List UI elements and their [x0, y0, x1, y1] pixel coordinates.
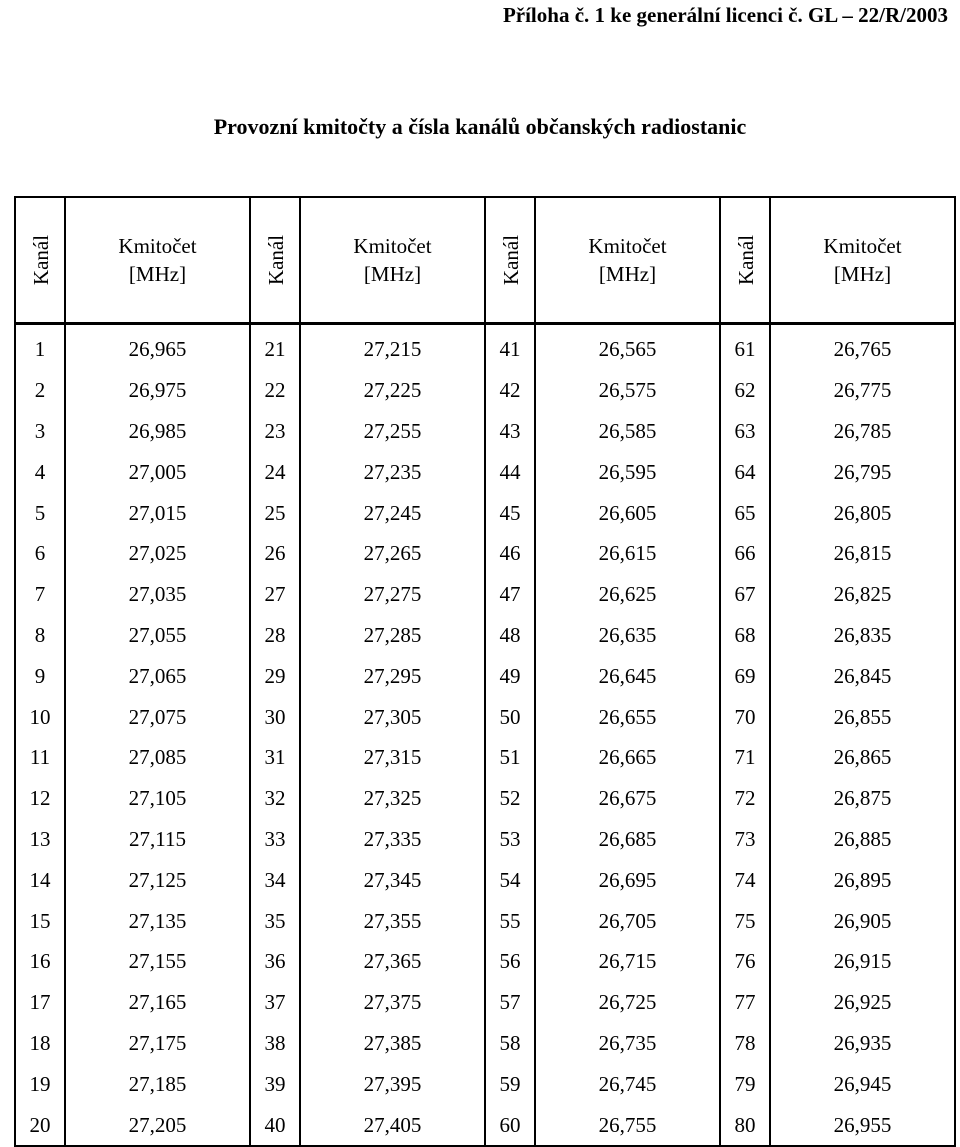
- frequency-column-header: [65, 197, 250, 324]
- frequency-cell: 26,975: [65, 370, 250, 411]
- channel-header-label: Kanál: [499, 234, 524, 286]
- channel-number-cell: 26: [250, 533, 300, 574]
- channel-number-cell: 32: [250, 778, 300, 819]
- channel-number-cell: 33: [250, 819, 300, 860]
- frequency-cell: 26,965: [65, 324, 250, 370]
- channel-number-cell: 18: [15, 1023, 65, 1064]
- frequency-cell: 26,985: [65, 411, 250, 452]
- frequency-cell: 26,625: [535, 574, 720, 615]
- channel-number-cell: 72: [720, 778, 770, 819]
- table-row: [15, 451, 955, 492]
- channel-number-cell: 48: [485, 615, 535, 656]
- frequency-cell: 26,945: [770, 1063, 955, 1104]
- channel-number-cell: 52: [485, 778, 535, 819]
- channel-number-cell: 74: [720, 859, 770, 900]
- frequency-cell: 27,255: [300, 411, 485, 452]
- frequency-header-label: Kmitočet: [823, 234, 902, 258]
- channel-number-cell: 78: [720, 1023, 770, 1064]
- channel-number-cell: 67: [720, 574, 770, 615]
- frequency-column-header: [535, 197, 720, 324]
- channel-number-cell: 43: [485, 411, 535, 452]
- channel-number-cell: 63: [720, 411, 770, 452]
- frequency-header-unit: [MHz]: [128, 262, 187, 286]
- channel-number-cell: 9: [15, 655, 65, 696]
- channel-number-cell: 71: [720, 737, 770, 778]
- frequency-cell: 27,325: [300, 778, 485, 819]
- table-row: [15, 737, 955, 778]
- table-row: [15, 778, 955, 819]
- frequency-cell: 26,785: [770, 411, 955, 452]
- frequency-cell: 27,135: [65, 900, 250, 941]
- frequency-cell: 27,275: [300, 574, 485, 615]
- frequency-cell: 27,165: [65, 982, 250, 1023]
- channel-number-cell: 46: [485, 533, 535, 574]
- frequency-cell: 27,235: [300, 451, 485, 492]
- channel-header-label: Kanál: [29, 234, 54, 286]
- table-row: [15, 574, 955, 615]
- frequency-cell: 26,675: [535, 778, 720, 819]
- channel-number-cell: 5: [15, 492, 65, 533]
- channel-number-cell: 21: [250, 324, 300, 370]
- frequency-cell: 26,635: [535, 615, 720, 656]
- table-row: [15, 655, 955, 696]
- table-body: [15, 324, 955, 1146]
- frequency-cell: 26,685: [535, 819, 720, 860]
- channel-number-cell: 40: [250, 1104, 300, 1146]
- frequency-cell: 26,875: [770, 778, 955, 819]
- frequency-column-header: [300, 197, 485, 324]
- channel-number-cell: 53: [485, 819, 535, 860]
- frequency-cell: 26,955: [770, 1104, 955, 1146]
- frequency-cell: 26,795: [770, 451, 955, 492]
- channel-number-cell: 14: [15, 859, 65, 900]
- frequency-cell: 27,105: [65, 778, 250, 819]
- frequency-cell: 26,895: [770, 859, 955, 900]
- channel-number-cell: 1: [15, 324, 65, 370]
- frequency-cell: 27,245: [300, 492, 485, 533]
- channel-number-cell: 70: [720, 696, 770, 737]
- channel-number-cell: 45: [485, 492, 535, 533]
- channel-number-cell: 61: [720, 324, 770, 370]
- table-header: [15, 197, 955, 324]
- frequency-cell: 26,645: [535, 655, 720, 696]
- channel-number-cell: 42: [485, 370, 535, 411]
- frequency-cell: 26,925: [770, 982, 955, 1023]
- frequency-cell: 26,705: [535, 900, 720, 941]
- frequency-cell: 26,775: [770, 370, 955, 411]
- frequency-cell: 26,845: [770, 655, 955, 696]
- channel-number-cell: 22: [250, 370, 300, 411]
- frequency-cell: 26,725: [535, 982, 720, 1023]
- frequency-cell: 26,905: [770, 900, 955, 941]
- frequency-header-unit: [MHz]: [363, 262, 422, 286]
- frequency-cell: 26,715: [535, 941, 720, 982]
- frequency-cell: 26,695: [535, 859, 720, 900]
- frequency-cell: 26,745: [535, 1063, 720, 1104]
- channel-number-cell: 37: [250, 982, 300, 1023]
- channel-number-cell: 7: [15, 574, 65, 615]
- frequency-cell: 27,365: [300, 941, 485, 982]
- frequency-cell: 27,395: [300, 1063, 485, 1104]
- frequency-cell: 27,175: [65, 1023, 250, 1064]
- channel-number-cell: 64: [720, 451, 770, 492]
- channel-number-cell: 27: [250, 574, 300, 615]
- channel-header-label: Kanál: [264, 234, 289, 286]
- table-row: [15, 941, 955, 982]
- table-row: [15, 533, 955, 574]
- channel-number-cell: 75: [720, 900, 770, 941]
- frequency-header-unit: [MHz]: [833, 262, 892, 286]
- channel-number-cell: 4: [15, 451, 65, 492]
- frequency-column-header: [770, 197, 955, 324]
- frequency-cell: 26,585: [535, 411, 720, 452]
- channel-number-cell: 12: [15, 778, 65, 819]
- frequency-cell: 26,655: [535, 696, 720, 737]
- channel-number-cell: 34: [250, 859, 300, 900]
- frequency-cell: 27,065: [65, 655, 250, 696]
- channel-number-cell: 57: [485, 982, 535, 1023]
- frequency-cell: 26,915: [770, 941, 955, 982]
- annex-label: Příloha č. 1 ke generální licenci č. GL – 22/R/2003: [502, 3, 948, 27]
- frequency-cell: 26,615: [535, 533, 720, 574]
- table-row: [15, 411, 955, 452]
- channel-number-cell: 20: [15, 1104, 65, 1146]
- channel-number-cell: 3: [15, 411, 65, 452]
- frequency-cell: 26,575: [535, 370, 720, 411]
- channel-number-cell: 76: [720, 941, 770, 982]
- table-row: [15, 370, 955, 411]
- frequency-cell: 27,025: [65, 533, 250, 574]
- channel-number-cell: 77: [720, 982, 770, 1023]
- header-row: [15, 197, 955, 324]
- frequency-cell: 27,405: [300, 1104, 485, 1146]
- table-row: [15, 1063, 955, 1104]
- frequency-cell: 27,215: [300, 324, 485, 370]
- frequency-cell: 26,805: [770, 492, 955, 533]
- table-row: [15, 982, 955, 1023]
- channel-number-cell: 35: [250, 900, 300, 941]
- frequency-cell: 26,865: [770, 737, 955, 778]
- frequency-cell: 27,315: [300, 737, 485, 778]
- frequency-cell: 27,225: [300, 370, 485, 411]
- frequency-cell: 26,595: [535, 451, 720, 492]
- frequency-cell: 27,205: [65, 1104, 250, 1146]
- frequency-cell: 27,115: [65, 819, 250, 860]
- frequency-cell: 27,295: [300, 655, 485, 696]
- channel-number-cell: 68: [720, 615, 770, 656]
- channel-number-cell: 24: [250, 451, 300, 492]
- frequency-cell: 27,265: [300, 533, 485, 574]
- channel-column-header: [15, 197, 65, 324]
- channel-number-cell: 8: [15, 615, 65, 656]
- frequency-cell: 26,885: [770, 819, 955, 860]
- channel-number-cell: 31: [250, 737, 300, 778]
- channel-column-header: [720, 197, 770, 324]
- frequency-cell: 27,305: [300, 696, 485, 737]
- channel-number-cell: 23: [250, 411, 300, 452]
- table-row: [15, 696, 955, 737]
- channel-number-cell: 19: [15, 1063, 65, 1104]
- channel-number-cell: 56: [485, 941, 535, 982]
- frequency-cell: 27,385: [300, 1023, 485, 1064]
- frequency-cell: 26,935: [770, 1023, 955, 1064]
- table-row: [15, 324, 955, 370]
- frequency-cell: 26,665: [535, 737, 720, 778]
- frequency-cell: 27,085: [65, 737, 250, 778]
- table-row: [15, 1104, 955, 1146]
- table-row: [15, 492, 955, 533]
- table-row: [15, 1023, 955, 1064]
- channel-number-cell: 47: [485, 574, 535, 615]
- channel-number-cell: 30: [250, 696, 300, 737]
- channel-number-cell: 73: [720, 819, 770, 860]
- frequency-header-label: Kmitočet: [353, 234, 432, 258]
- channel-number-cell: 36: [250, 941, 300, 982]
- frequency-cell: 27,125: [65, 859, 250, 900]
- channel-number-cell: 28: [250, 615, 300, 656]
- channel-header-label: Kanál: [734, 234, 759, 286]
- frequency-cell: 27,355: [300, 900, 485, 941]
- channel-number-cell: 11: [15, 737, 65, 778]
- channel-number-cell: 17: [15, 982, 65, 1023]
- frequency-cell: 26,855: [770, 696, 955, 737]
- frequency-cell: 27,185: [65, 1063, 250, 1104]
- frequency-cell: 27,375: [300, 982, 485, 1023]
- channel-number-cell: 69: [720, 655, 770, 696]
- frequency-cell: 27,005: [65, 451, 250, 492]
- channel-number-cell: 15: [15, 900, 65, 941]
- channel-number-cell: 44: [485, 451, 535, 492]
- frequency-cell: 26,755: [535, 1104, 720, 1146]
- frequency-cell: 27,335: [300, 819, 485, 860]
- frequency-header-label: Kmitočet: [588, 234, 667, 258]
- channel-number-cell: 2: [15, 370, 65, 411]
- channel-number-cell: 65: [720, 492, 770, 533]
- table-row: [15, 900, 955, 941]
- channel-number-cell: 10: [15, 696, 65, 737]
- frequency-cell: 27,015: [65, 492, 250, 533]
- frequency-cell: 26,605: [535, 492, 720, 533]
- frequency-cell: 27,055: [65, 615, 250, 656]
- channel-number-cell: 50: [485, 696, 535, 737]
- frequency-cell: 27,285: [300, 615, 485, 656]
- channel-number-cell: 39: [250, 1063, 300, 1104]
- channel-number-cell: 16: [15, 941, 65, 982]
- channel-number-cell: 66: [720, 533, 770, 574]
- channel-number-cell: 49: [485, 655, 535, 696]
- frequency-cell: 26,765: [770, 324, 955, 370]
- channel-number-cell: 58: [485, 1023, 535, 1064]
- channel-number-cell: 29: [250, 655, 300, 696]
- frequency-cell: 26,735: [535, 1023, 720, 1064]
- table-row: [15, 819, 955, 860]
- channel-number-cell: 51: [485, 737, 535, 778]
- channel-number-cell: 79: [720, 1063, 770, 1104]
- frequency-cell: 26,565: [535, 324, 720, 370]
- frequency-cell: 26,825: [770, 574, 955, 615]
- frequency-table: [14, 196, 956, 1147]
- document-title: Provozní kmitočty a čísla kanálů občanských radiostanic: [213, 114, 747, 139]
- channel-number-cell: 6: [15, 533, 65, 574]
- channel-number-cell: 41: [485, 324, 535, 370]
- frequency-cell: 27,035: [65, 574, 250, 615]
- frequency-cell: 27,075: [65, 696, 250, 737]
- channel-number-cell: 59: [485, 1063, 535, 1104]
- frequency-header-label: Kmitočet: [118, 234, 197, 258]
- frequency-cell: 27,345: [300, 859, 485, 900]
- channel-number-cell: 55: [485, 900, 535, 941]
- frequency-cell: 26,815: [770, 533, 955, 574]
- channel-column-header: [250, 197, 300, 324]
- channel-column-header: [485, 197, 535, 324]
- frequency-header-unit: [MHz]: [598, 262, 657, 286]
- table-row: [15, 615, 955, 656]
- channel-number-cell: 38: [250, 1023, 300, 1064]
- channel-number-cell: 62: [720, 370, 770, 411]
- channel-number-cell: 54: [485, 859, 535, 900]
- frequency-cell: 26,835: [770, 615, 955, 656]
- channel-number-cell: 13: [15, 819, 65, 860]
- frequency-cell: 27,155: [65, 941, 250, 982]
- channel-number-cell: 60: [485, 1104, 535, 1146]
- channel-number-cell: 25: [250, 492, 300, 533]
- channel-number-cell: 80: [720, 1104, 770, 1146]
- table-row: [15, 859, 955, 900]
